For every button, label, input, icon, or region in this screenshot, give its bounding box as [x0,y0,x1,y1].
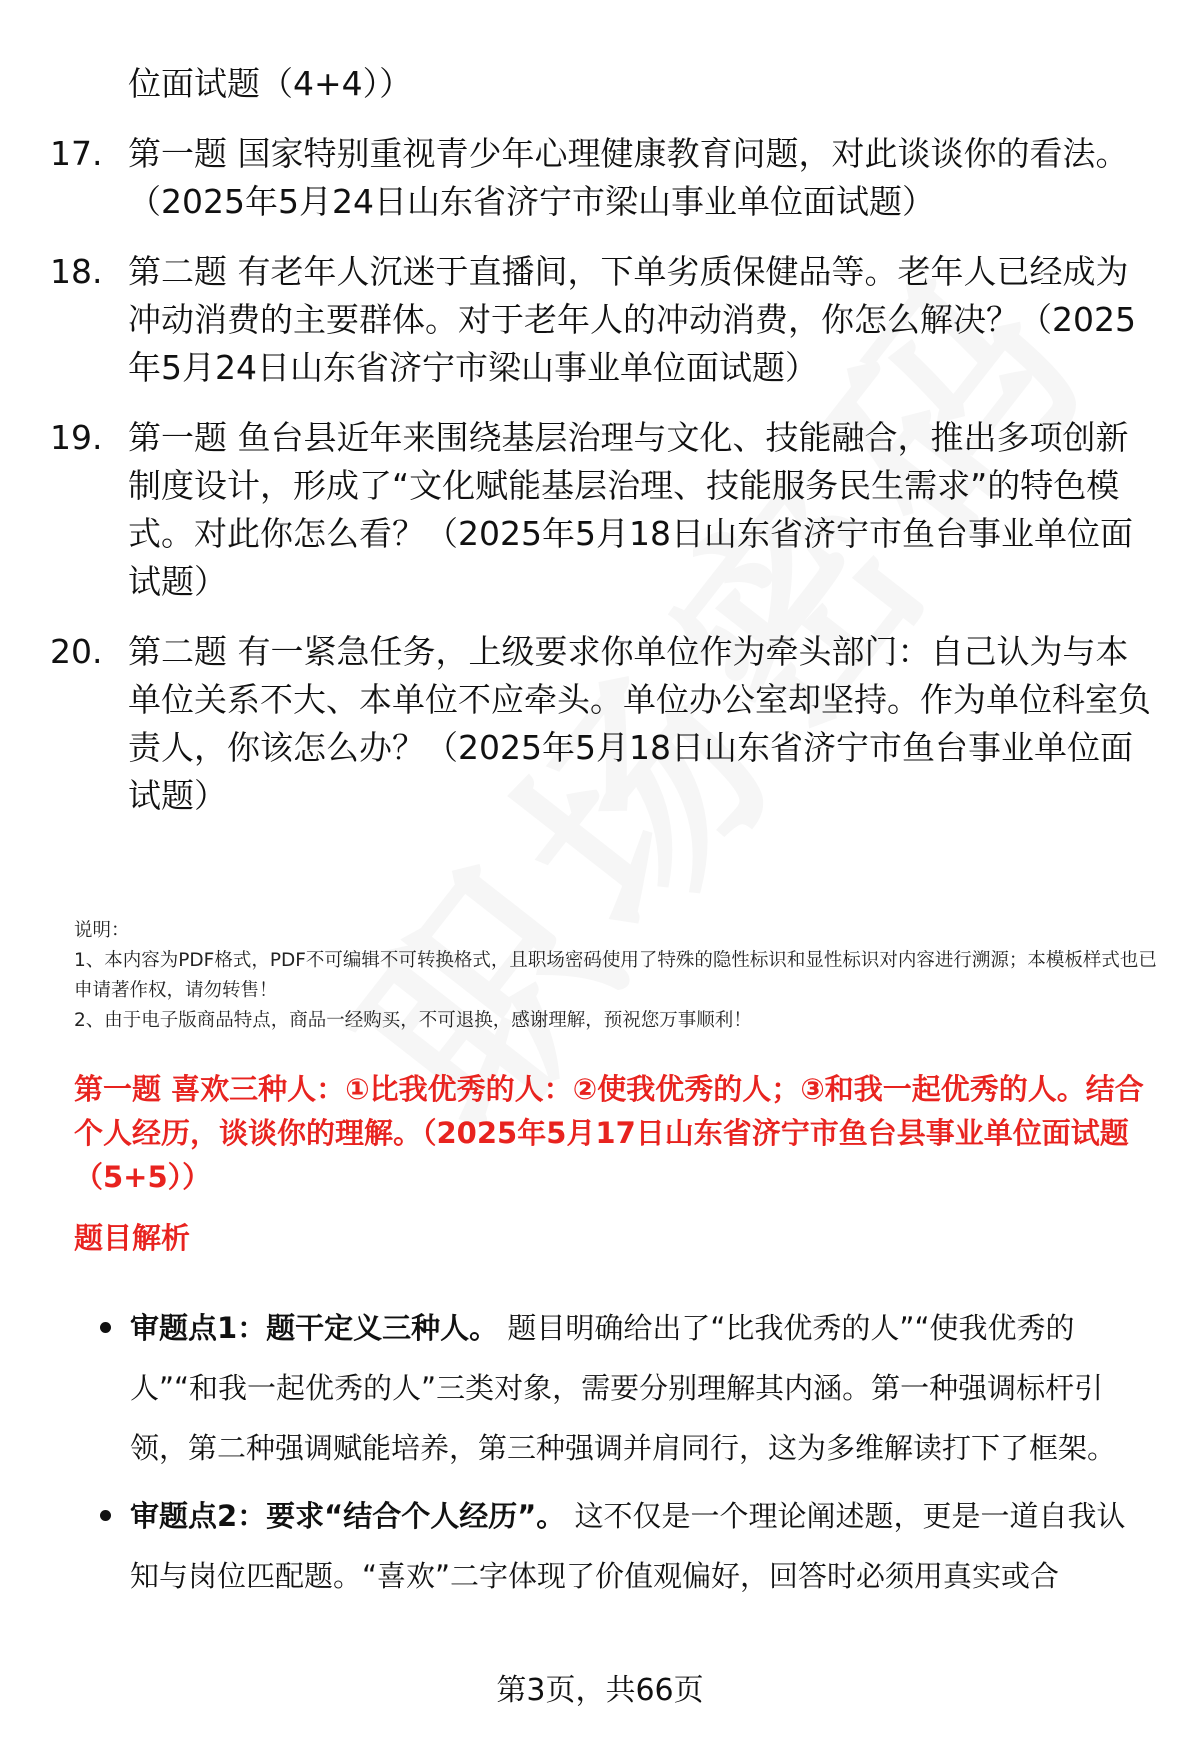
notes-heading: 说明： [74,920,130,941]
question-number: 17. [50,134,103,173]
question-text: 第一题 鱼台县近年来围绕基层治理与文化、技能融合，推出多项创新制度设计，形成了“文化赋能基层治理、技能服务民生需求”的特色模式。对此你怎么看？（2025年5月18日山东省济宁市鱼台事业单位面试题） [128,418,1133,601]
question-number: 19. [50,418,103,457]
question-text: 第一题 国家特别重视青少年心理健康教育问题，对此谈谈你的看法。（2025年5月24日山东省济宁市梁山事业单位面试题） [128,134,1129,221]
bullet-dot-icon [100,1322,111,1333]
analysis-heading: 题目解析 [74,1221,191,1255]
page-footer: 第3页，共66页 [496,1673,704,1708]
analysis-point-label: 审题点1：题干定义三种人。 [130,1311,499,1345]
analysis-point [100,1298,1145,1478]
question-continuation: 位面试题（4+4）） [128,64,413,103]
analysis-point [100,1486,1145,1606]
notes-section [74,916,1164,1036]
analysis-point-text: 这不仅是一个理论阐述题，更是一道自我认知与岗位匹配题。“喜欢”二字体现了价值观偏好，回答时必须用真实或合 [130,1499,1126,1593]
question-text: 第二题 有老年人沉迷于直播间，下单劣质保健品等。老年人已经成为冲动消费的主要群体。对于老年人的冲动消费，你怎么解决？（2025年5月24日山东省济宁市梁山事业单位面试题） [128,252,1136,387]
question-number: 20. [50,632,103,671]
analysis-list [100,1298,1145,1606]
question-text: 第二题 有一紧急任务，上级要求你单位作为牵头部门：自己认为与本单位关系不大、本单位不应牵头。单位办公室却坚持。作为单位科室负责人，你该怎么办？（2025年5月18日山东省济宁市鱼台事业单位面试题） [128,632,1151,815]
analysis-point-text: 题目明确给出了“比我优秀的人”“使我优秀的人”“和我一起优秀的人”三类对象，需要分别理解其内涵。第一种强调标杆引领，第二种强调赋能培养，第三种强调并肩同行，这为多维解读打下了框架。 [130,1311,1117,1465]
notes-line: 2、由于电子版商品特点，商品一经购买，不可退换，感谢理解，预祝您万事顺利！ [74,1010,752,1031]
featured-question: 第一题 喜欢三种人：①比我优秀的人：②使我优秀的人；③和我一起优秀的人。结合个人经历，谈谈你的理解。（2025年5月17日山东省济宁市鱼台县事业单位面试题（5+5）） [74,1072,1144,1194]
analysis-point-label: 审题点2：要求“结合个人经历”。 [130,1499,566,1533]
question-number: 18. [50,252,103,291]
bullet-dot-icon [100,1510,111,1521]
notes-line: 1、本内容为PDF格式，PDF不可编辑不可转换格式，且职场密码使用了特殊的隐性标识和显性标识对内容进行溯源；本模板样式也已申请著作权，请勿转售！ [74,950,1157,1001]
